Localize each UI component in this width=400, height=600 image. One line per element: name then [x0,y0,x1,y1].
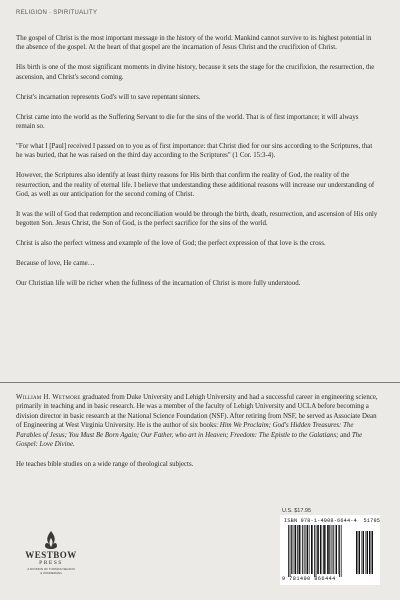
publisher-logo [16,530,86,586]
price-label: U.S. $17.95 [282,508,312,514]
description-paragraph: Christ came into the world as the Suffering Servant to die for the sins of the world. That is of first importance; it will always remain so. [16,113,359,130]
description-paragraph: It was the will of God that redemption and reconciliation would be through the birth, death, resurrection, and ascension of His only begotten Son. Jesus Christ, the Son of God, is the perfect sacrifice for the sins of the world. [16,210,378,228]
publisher-division: A DIVISION OF THOMAS NELSON [27,567,75,571]
description-paragraph: Christ's incarnation represents God's will to save repentant sinners. [16,93,201,101]
book-description [16,34,378,299]
ean-addon: 51795 [363,518,381,524]
section-divider [0,382,400,383]
publisher-name: WESTBOW [25,550,77,560]
book-title: The Gospel: Love Divine. [16,431,363,449]
isbn-number: ISBN 978-1-4908-6644-4 51795 [284,518,381,524]
description-paragraph: However, the Scriptures also identify at least thirty reasons for His birth that confirm the reality of God, the reality of the resurrection, and the reality of eternal life. I believe that understanding these additional reasons will increase our understanding of God, as well as our anticipation for the second coming of Christ. [16,172,375,198]
flame-emblem-icon [37,530,65,550]
description-paragraph: Our Christian life will be richer when the fullness of the incarnation of Christ is more fully understood. [16,280,301,287]
scripture-quote: "For what I [Paul] received I passed on to you as of first importance: that Christ died for our sins according to the Scriptures, that he was buried, that he was raised on the third day according to the Scriptures" (1 Cor. 15:3-4). [16,142,373,160]
description-paragraph: The gospel of Christ is the most important message in the history of the world. Mankind cannot survive to its highest potential in the absence of the gospel. At the heart of that gospel are the incarnation of Jesus Christ and the crucifixion of Christ. [16,35,372,52]
bio-text: graduated from Duke University and Lehigh University and had a successful career in engineering science, primarily in teaching and in basic research. He was a member of the faculty of Lehigh University and UCLA before becoming a division director in basic research at the National Science Foundation (NSF). After retiring from NSF, he served as Associate Dean of Engineering at West Virginia University. He is the author of six books: [16,394,378,430]
category-label: RELIGION · SPIRITUALITY [16,10,98,16]
author-bio-paragraph [16,393,378,449]
ean-number: 9 781490 866444 [282,576,336,582]
author-name: William H. Wetmore [16,394,81,401]
book-list: Him We Proclaim; God's Hidden Treasures: The Parables of Jesus; You Must Be Born Again; Our Father, who art in Heaven; Freedom: The Epistle to the Galatians; [16,422,354,439]
author-bio-paragraph: He teaches bible studies on a wide range of theological subjects. [16,460,194,468]
barcode [280,515,380,585]
description-paragraph: Christ is also the perfect witness and example of the love of God; the perfect expression of that love is the cross. [16,240,326,248]
publisher-division-2: & ZONDERVAN [40,571,62,575]
author-bio [16,393,378,480]
bio-and: and [338,431,352,439]
description-paragraph: Because of love, He came… [16,260,95,268]
publisher-press: PRESS [39,560,63,566]
barcode-bars [280,515,380,577]
description-paragraph: His birth is one of the most significant moments in divine history, because it sets the stage for the crucifixion, the resurrection, the ascension, and Christ's second coming. [16,64,375,81]
